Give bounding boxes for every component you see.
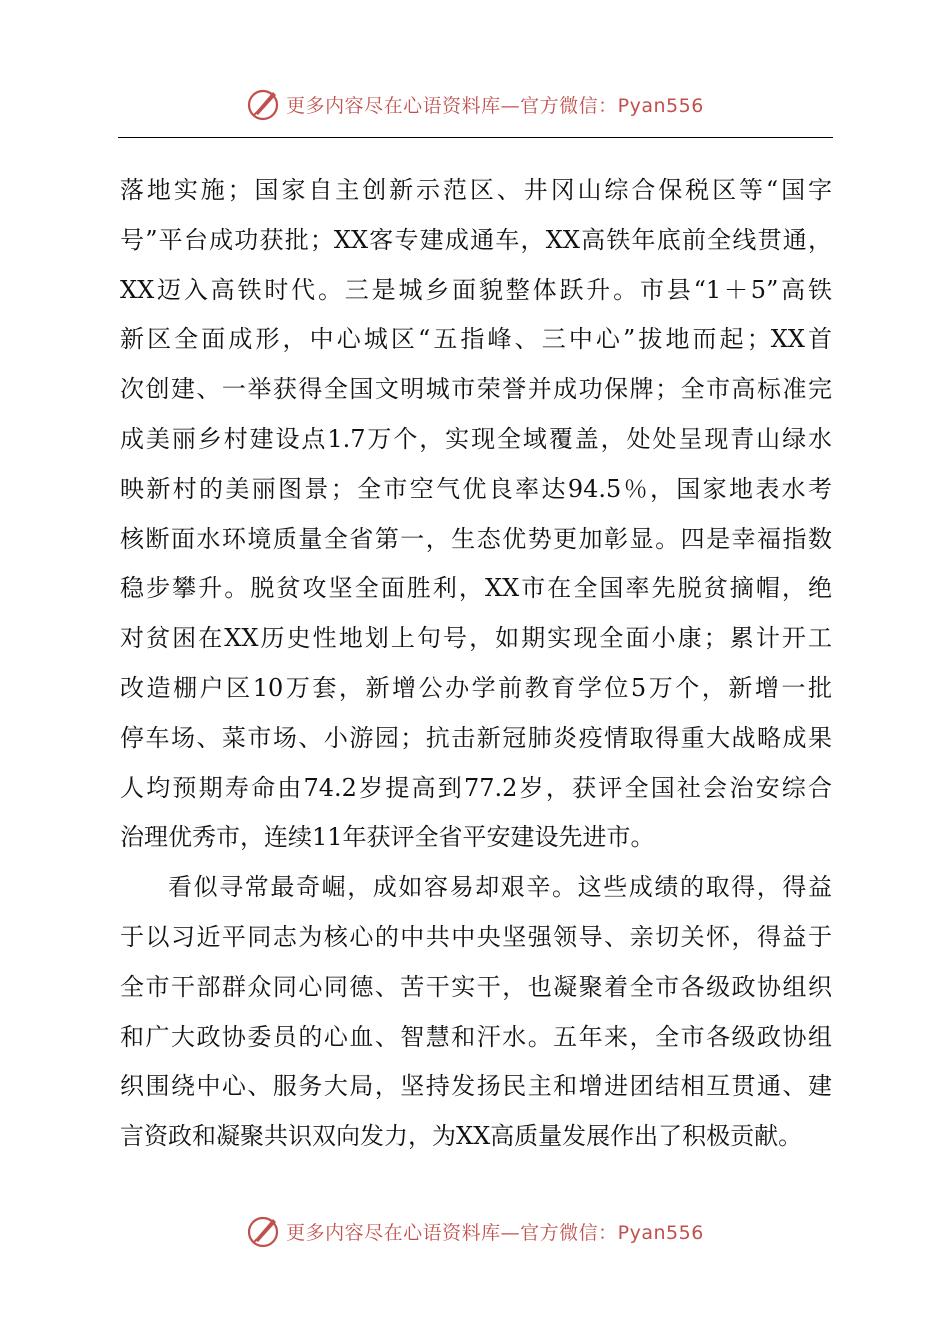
text-line: 人均预期寿命由74.2岁提高到77.2岁，获评全国社会治安综合 bbox=[120, 773, 832, 802]
text-line: 新区全面成形，中心城区“五指峰、三中心”拔地而起；XX首 bbox=[120, 325, 832, 354]
paragraph-2 bbox=[120, 863, 832, 1162]
text-line: 织围绕中心、服务大局，坚持发扬民主和增进团结相互贯通、建 bbox=[120, 1072, 832, 1101]
text-line: 核断面水环境质量全省第一，生态优势更加彰显。四是幸福指数 bbox=[120, 524, 832, 553]
text-line: XX迈入高铁时代。三是城乡面貌整体跃升。市县“1＋5”高铁 bbox=[120, 275, 832, 304]
text-line: 言资政和凝聚共识双向发力，为XX高质量发展作出了积极贡献。 bbox=[120, 1122, 803, 1151]
text-line: 于以习近平同志为核心的中共中央坚强领导、亲切关怀，得益于 bbox=[120, 922, 832, 951]
text-line: 落地实施；国家自主创新示范区、井冈山综合保税区等“国字 bbox=[120, 176, 832, 204]
text-line: 停车场、菜市场、小游园；抗击新冠肺炎疫情取得重大战略成果 bbox=[120, 723, 832, 752]
text-line: 改造棚户区10万套，新增公办学前教育学位5万个，新增一批 bbox=[120, 673, 832, 702]
header-watermark-text bbox=[286, 91, 704, 118]
text-line: 次创建、一举获得全国文明城市荣誉并成功保牌；全市高标准完 bbox=[120, 375, 832, 404]
footer-watermark-cn: 更多内容尽在心语资料库—官方微信： bbox=[286, 1221, 618, 1244]
header-watermark-wechat-id: Pyan556 bbox=[617, 94, 704, 117]
text-line: 治理优秀市，连续11年获评全省平安建设先进市。 bbox=[120, 823, 655, 852]
footer-watermark-wechat-id: Pyan556 bbox=[617, 1221, 704, 1244]
text-line: 映新村的美丽图景；全市空气优良率达94.5％，国家地表水考 bbox=[120, 474, 832, 503]
quill-logo-icon bbox=[246, 86, 282, 122]
text-line: 稳步攀升。脱贫攻坚全面胜利，XX市在全国率先脱贫摘帽，绝 bbox=[120, 574, 832, 603]
footer-watermark-text bbox=[286, 1218, 704, 1245]
header-watermark-cn: 更多内容尽在心语资料库—官方微信： bbox=[286, 94, 618, 117]
footer-watermark bbox=[0, 1211, 950, 1251]
header-watermark bbox=[0, 84, 950, 124]
text-line: 号”平台成功获批；XX客专建成通车，XX高铁年底前全线贯通， bbox=[120, 225, 832, 254]
text-line: 看似寻常最奇崛，成如容易却艰辛。这些成绩的取得，得益 bbox=[168, 873, 832, 902]
document-body bbox=[120, 166, 832, 1162]
text-line: 对贫困在XX历史性地划上句号，如期实现全面小康；累计开工 bbox=[120, 624, 832, 653]
header-rule bbox=[118, 137, 833, 138]
paragraph-1 bbox=[120, 166, 832, 863]
text-line: 成美丽乡村建设点1.7万个，实现全域覆盖，处处呈现青山绿水 bbox=[120, 424, 832, 453]
quill-logo-icon bbox=[246, 1213, 282, 1249]
text-line: 全市干部群众同心同德、苦干实干，也凝聚着全市各级政协组织 bbox=[120, 972, 832, 1001]
text-line: 和广大政协委员的心血、智慧和汗水。五年来，全市各级政协组 bbox=[120, 1022, 832, 1051]
